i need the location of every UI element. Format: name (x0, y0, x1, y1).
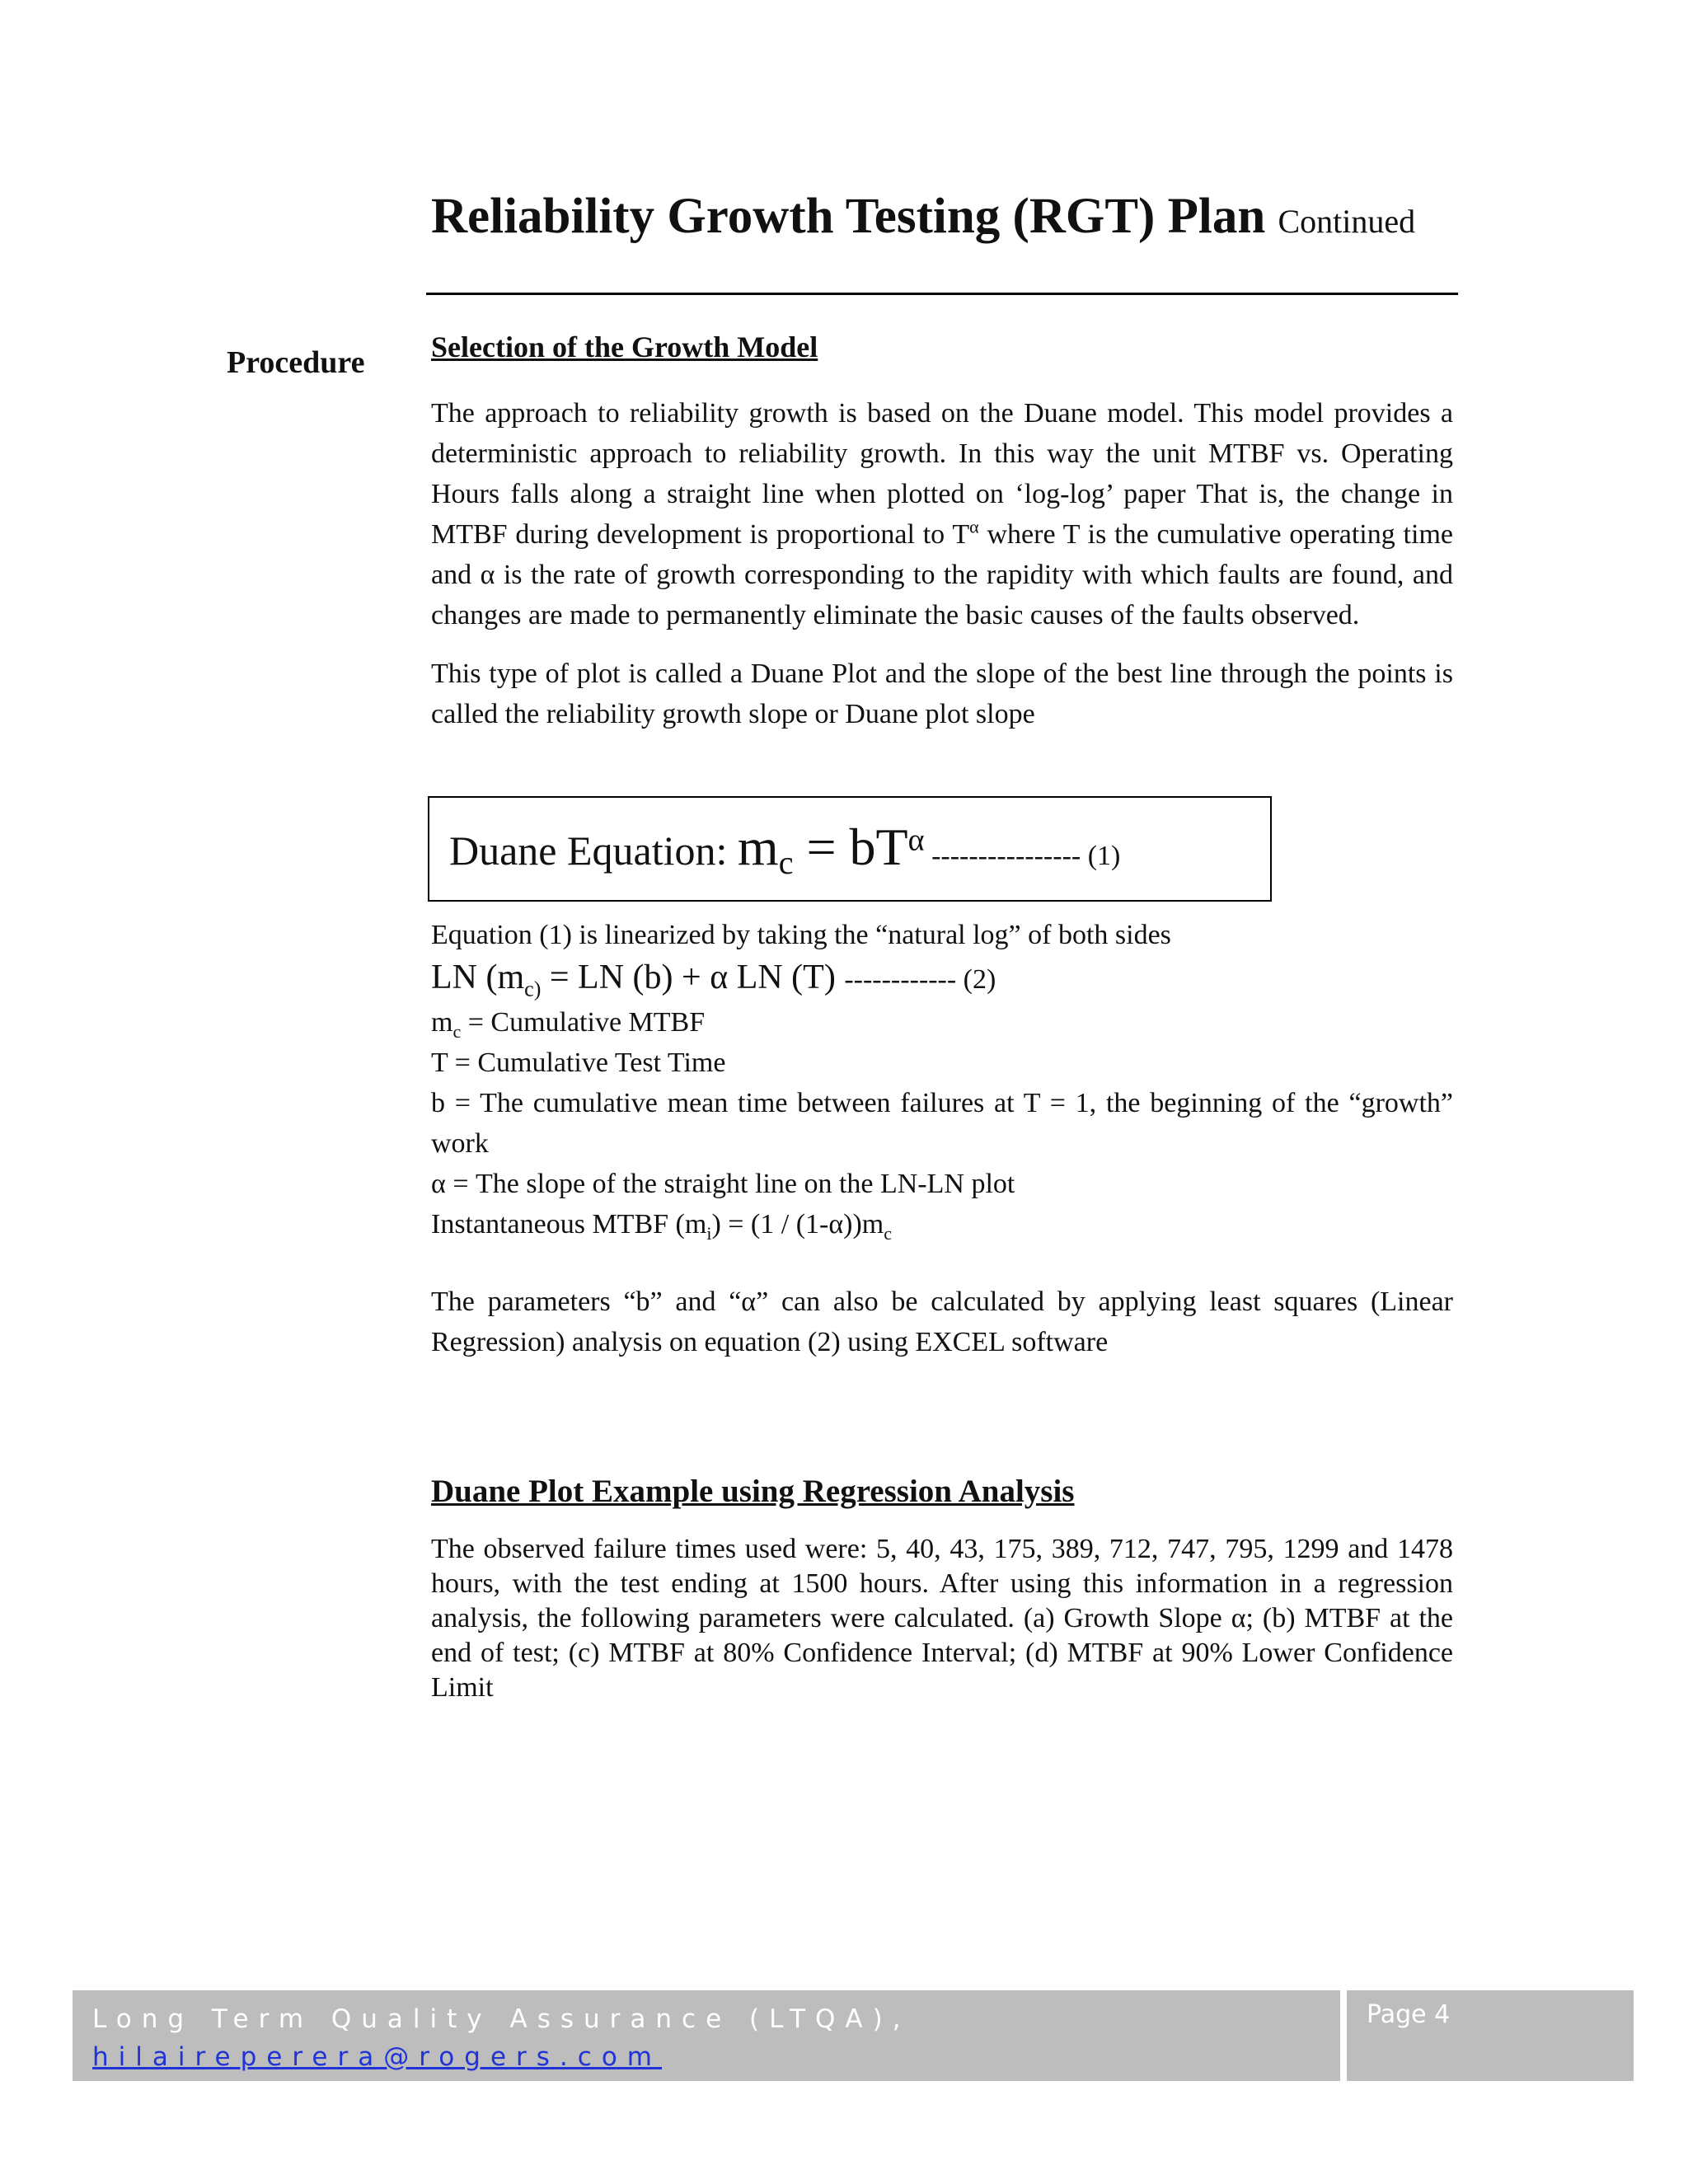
equation-2: LN ($m_{c)}$ = LN (b) + α LN (T) ------------ (2) (431, 958, 996, 1001)
b-definition: b = The cumulative mean time between failures at T = 1, the beginning of the “growth” work (431, 1088, 1453, 1159)
instantaneous-mtbf: Instantaneous MTBF $(m_i) = (1 / (1-\alpha))m_c$ (431, 1209, 893, 1244)
linearized-text: Equation (1) is linearized by taking the “natural log” of both sides (431, 920, 1171, 950)
failure-times-paragraph: The observed failure times used were: 5, 40, 43, 175, 389, 712, 747, 795, 1299 and 1478 hours, with the test ending at 1500 hours. After using this information in a regression analysis, the following parameters were calculated. (a) Growth Slope α; (b) MTBF at the end of test; (c) MTBF at 80% Confidence Interval; (d) MTBF at 90% Lower Confidence Limit (431, 1534, 1453, 1703)
section-heading-regression: Duane Plot Example using Regression Analysis (431, 1474, 1075, 1509)
t-definition: T = Cumulative Test Time (431, 1047, 726, 1078)
page-number: Page 4 (1367, 2000, 1451, 2029)
duane-model-paragraph: The approach to reliability growth is based on the Duane model. This model provides a deterministic approach to reliability growth. In this way the unit MTBF vs. Operating Hours falls along a straight line when plotted on ‘log-log’ paper That is, the change in MTBF during development is proportional to $T^\alpha$ where T is the cumulative operating time and α is the rate of growth corresponding to the rapidity with which faults are found, and changes are made to permanently eliminate the basic causes of the faults observed. (431, 398, 1453, 630)
section-side-label: Procedure (227, 345, 365, 380)
alpha-definition: α = The slope of the straight line on the LN-LN plot (431, 1169, 1015, 1199)
duane-equation-box (428, 796, 1272, 902)
growth-model-section (431, 332, 1453, 734)
duane-equation: Duane Equation: $m_c = bT^\alpha$ ---------------- (1) (449, 818, 1121, 881)
definitions-block (431, 915, 1453, 1362)
mc-definition: $m_c$ = Cumulative MTBF (431, 1007, 706, 1042)
title-main: Reliability Growth Testing (RGT) Plan (431, 189, 1266, 244)
title-suffix: Continued (1278, 203, 1416, 240)
parameters-paragraph: The parameters “b” and “α” can also be calculated by applying least squares (Linear Regression) analysis on equation (2) using EXCEL software (431, 1286, 1453, 1357)
page-title (431, 189, 1416, 244)
regression-example-section (431, 1475, 1453, 1705)
footer-org: Long Term Quality Assurance (LTQA), (92, 2004, 911, 2034)
section-heading-growth-model: Selection of the Growth Model (431, 330, 818, 363)
title-divider (426, 293, 1458, 295)
footer-email-link[interactable]: hilaireperera@rogers.com (92, 2042, 662, 2072)
footer-bar (73, 1990, 1340, 2081)
footer-page-box (1347, 1990, 1634, 2081)
duane-plot-paragraph: This type of plot is called a Duane Plot and the slope of the best line through the points is called the reliability growth slope or Duane plot slope (431, 658, 1453, 729)
footer-text (92, 2000, 911, 2076)
